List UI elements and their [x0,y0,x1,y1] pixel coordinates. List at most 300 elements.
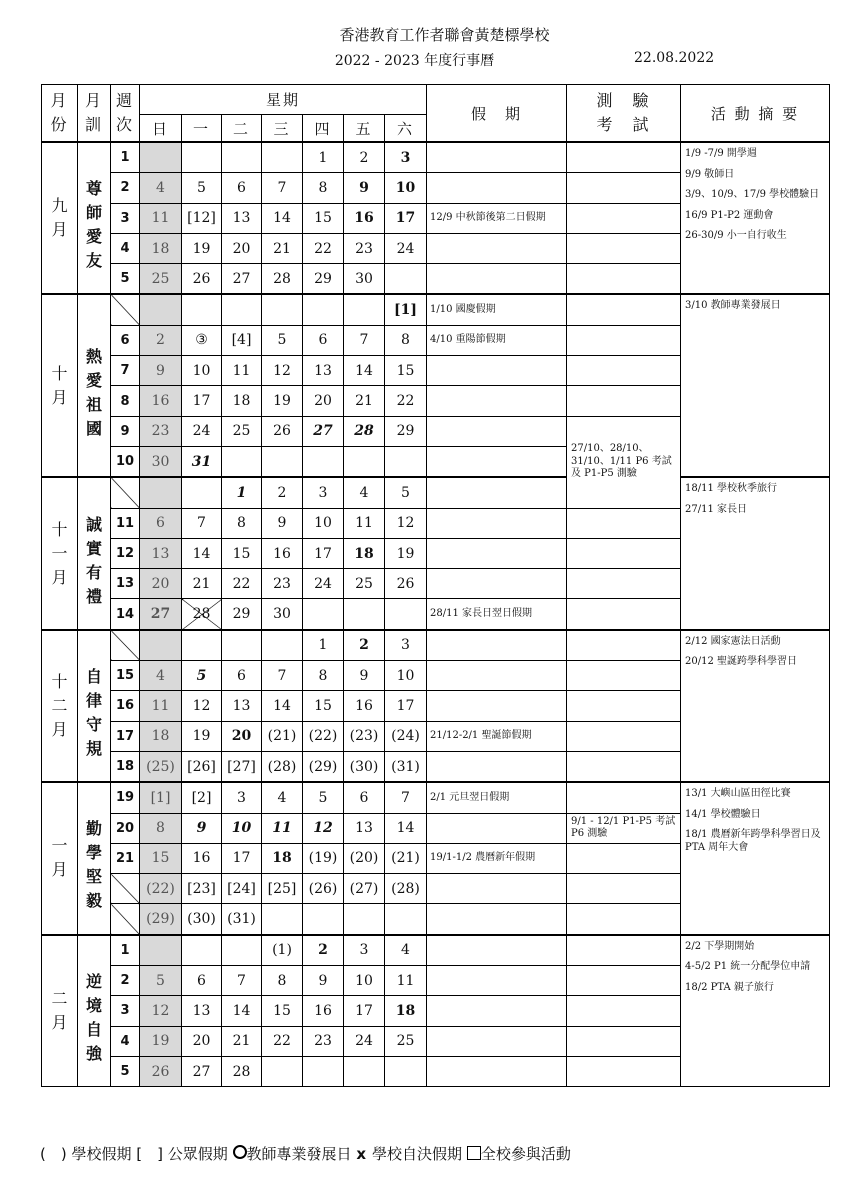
weekday-4: 四 [303,115,344,143]
week-number: 11 [111,508,140,538]
weekday-header: 星期 [140,85,427,115]
day-cell: 9 [344,661,385,691]
day-cell: 13 [140,538,182,568]
day-cell: 25 [344,569,385,599]
legend [40,1143,571,1164]
day-cell [262,294,303,325]
week-number: 17 [111,721,140,751]
activity-summary [681,630,830,782]
exam-note [567,356,681,386]
day-cell: 15 [303,203,344,233]
weekday-3: 三 [262,115,303,143]
day-cell: 2 [344,142,385,173]
weekday-6: 六 [385,115,427,143]
week-number: 18 [111,751,140,782]
circle-icon [233,1145,247,1159]
motto-header: 月 訓 [78,85,111,143]
day-cell: 7 [344,325,385,355]
day-cell: 14 [385,813,427,843]
day-cell: 8 [385,325,427,355]
day-cell: 14 [262,691,303,721]
day-cell: 20 [182,1026,222,1056]
week-row [42,935,830,966]
legend-public-holiday: [ ] 公眾假期 [136,1145,228,1163]
day-cell [262,904,303,935]
weekday-2: 二 [222,115,262,143]
day-cell: 21 [222,1026,262,1056]
day-cell: 2 [344,630,385,661]
square-icon [467,1146,481,1160]
day-cell: 13 [182,996,222,1026]
day-cell: 15 [303,691,344,721]
day-cell [344,904,385,935]
holiday-note [427,508,567,538]
activity-item: 2/12 國家憲法日活動 [685,635,781,647]
day-cell [140,630,182,661]
day-cell: 27 [303,416,344,446]
day-cell [140,477,182,508]
day-cell: 10 [385,173,427,203]
exam-note: 27/10、28/10、31/10、1/11 P6 考試 及 P1-P5 測驗 [567,416,681,508]
day-cell: 16 [262,538,303,568]
day-cell: 3 [222,782,262,813]
day-cell: 28 [222,1056,262,1086]
activity-summary [681,477,830,629]
holiday-header: 假 期 [427,85,567,143]
day-cell: 16 [140,386,182,416]
holiday-note: 12/9 中秋節後第二日假期 [427,203,567,233]
exam-note [567,996,681,1026]
day-cell: 23 [262,569,303,599]
exam-note [567,904,681,935]
day-cell: (1) [262,935,303,966]
day-cell: 16 [344,203,385,233]
day-cell: 4 [385,935,427,966]
activity-item: 18/11 學校秋季旅行 [685,483,777,495]
day-cell [182,477,222,508]
day-cell: [25] [262,874,303,904]
day-cell [182,630,222,661]
day-cell: 8 [303,661,344,691]
legend-staff-development: 教師專業發展日 [246,1145,352,1163]
day-cell: (21) [262,721,303,751]
day-cell: 25 [222,416,262,446]
activity-item: 2/2 下學期開始 [685,940,755,952]
activity-header: 活 動 摘 要 [681,85,830,143]
weekday-0: 日 [140,115,182,143]
day-cell: 9 [303,966,344,996]
day-cell: 20 [222,233,262,263]
holiday-note [427,1056,567,1086]
day-cell: 12 [262,356,303,386]
activity-summary [681,935,830,1087]
holiday-note [427,233,567,263]
day-cell: 13 [222,203,262,233]
day-cell: 17 [344,996,385,1026]
week-row [42,477,830,508]
day-cell: 5 [303,782,344,813]
week-number: 1 [111,142,140,173]
day-cell: (28) [385,874,427,904]
day-cell: 21 [344,386,385,416]
day-cell: 2 [140,325,182,355]
week-header: 週 次 [111,85,140,143]
month-motto: 尊 師 愛 友 [78,142,111,294]
week-number: 8 [111,386,140,416]
activity-item: 1/9 -7/9 開學週 [685,148,757,159]
day-cell: 1 [303,630,344,661]
day-cell: 11 [344,508,385,538]
day-cell [385,599,427,630]
day-cell: 14 [222,996,262,1026]
day-cell: 12 [182,691,222,721]
legend-whole-school: 全校參與活動 [480,1145,571,1163]
day-cell: 18 [344,538,385,568]
day-cell [344,1056,385,1086]
holiday-note [427,904,567,935]
day-cell: 19 [182,233,222,263]
day-cell: 31 [182,446,222,477]
day-cell: 26 [140,1056,182,1086]
week-number: 10 [111,446,140,477]
exam-note [567,294,681,325]
day-cell [385,264,427,295]
activity-item: 27/11 家長日 [685,503,747,515]
day-cell: (30) [182,904,222,935]
exam-note [567,661,681,691]
day-cell: 16 [303,996,344,1026]
holiday-note [427,538,567,568]
day-cell: 8 [140,813,182,843]
activity-item: 14/1 學校體驗日 [685,808,761,820]
day-cell: 11 [262,813,303,843]
day-cell: 24 [385,233,427,263]
month-motto: 誠 實 有 禮 [78,477,111,629]
day-cell: (21) [385,843,427,873]
day-cell [222,630,262,661]
day-cell: 7 [262,173,303,203]
exam-note [567,691,681,721]
day-cell: 11 [140,691,182,721]
week-row [42,294,830,325]
day-cell: 17 [182,386,222,416]
day-cell: 19 [182,721,222,751]
day-cell [182,142,222,173]
week-number: 20 [111,813,140,843]
activity-item: 18/1 農曆新年跨學科學習日及 PTA 周年大會 [685,829,821,853]
day-cell: 6 [344,782,385,813]
exam-note [567,782,681,813]
day-cell: [23] [182,874,222,904]
day-cell: (31) [385,751,427,782]
day-cell [222,142,262,173]
day-cell: 26 [262,416,303,446]
issue-date: 22.08.2022 [634,50,715,66]
day-cell: ③ [182,325,222,355]
day-cell: [12] [182,203,222,233]
day-cell: 8 [303,173,344,203]
day-cell: 19 [385,538,427,568]
day-cell: 16 [344,691,385,721]
exam-note [567,325,681,355]
day-cell [222,446,262,477]
day-cell: 3 [344,935,385,966]
day-cell [303,1056,344,1086]
exam-note [567,386,681,416]
activity-summary [681,142,830,294]
day-cell: 2 [303,935,344,966]
holiday-note [427,446,567,477]
day-cell: 23 [140,416,182,446]
day-cell: (24) [385,721,427,751]
day-cell: 7 [262,661,303,691]
week-number: 16 [111,691,140,721]
exam-note [567,630,681,661]
day-cell: 14 [344,356,385,386]
holiday-note [427,173,567,203]
day-cell [262,142,303,173]
day-cell: (28) [262,751,303,782]
day-cell: 7 [385,782,427,813]
week-number: 3 [111,203,140,233]
day-cell [344,599,385,630]
day-cell: 10 [385,661,427,691]
day-cell: [27] [222,751,262,782]
week-number: 5 [111,264,140,295]
week-number: 7 [111,356,140,386]
day-cell: 13 [303,356,344,386]
day-cell [140,294,182,325]
week-row [42,142,830,173]
day-cell: 24 [303,569,344,599]
weekday-5: 五 [344,115,385,143]
week-number: 9 [111,416,140,446]
day-cell [385,1056,427,1086]
day-cell: 22 [303,233,344,263]
week-number: 14 [111,599,140,630]
week-row [42,630,830,661]
day-cell: 10 [182,356,222,386]
activity-summary [681,782,830,934]
day-cell: [2] [182,782,222,813]
day-cell: 29 [385,416,427,446]
day-cell: (31) [222,904,262,935]
exam-note [567,1056,681,1086]
holiday-note [427,661,567,691]
day-cell: 9 [262,508,303,538]
month-name: 二 月 [42,935,78,1087]
exam-note [567,173,681,203]
week-number: 2 [111,173,140,203]
day-cell [140,142,182,173]
day-cell: 11 [222,356,262,386]
exam-note [567,538,681,568]
day-cell: 25 [385,1026,427,1056]
day-cell: 11 [140,203,182,233]
exam-note [567,599,681,630]
holiday-note [427,356,567,386]
holiday-note [427,935,567,966]
day-cell: 14 [182,538,222,568]
day-cell: 9 [140,356,182,386]
holiday-note: 21/12-2/1 聖誕節假期 [427,721,567,751]
day-cell: 6 [182,966,222,996]
holiday-note [427,416,567,446]
exam-note [567,569,681,599]
week-number: 2 [111,966,140,996]
day-cell: 13 [222,691,262,721]
day-cell: 3 [385,630,427,661]
week-number: 19 [111,782,140,813]
day-cell [385,904,427,935]
day-cell: 8 [222,508,262,538]
day-cell: 18 [222,386,262,416]
exam-note [567,233,681,263]
holiday-note [427,264,567,295]
day-cell: 5 [140,966,182,996]
day-cell: 11 [385,966,427,996]
month-header: 月 份 [42,85,78,143]
exam-note [567,203,681,233]
holiday-note [427,966,567,996]
day-cell: 27 [182,1056,222,1086]
day-cell: 16 [182,843,222,873]
day-cell: 10 [222,813,262,843]
day-cell: 28 [182,599,222,630]
month-name: 十 月 [42,294,78,477]
activity-item: 3/9、10/9、17/9 學校體驗日 [685,189,820,200]
exam-note [567,874,681,904]
day-cell: (19) [303,843,344,873]
activity-item: 18/2 PTA 親子旅行 [685,981,774,993]
day-cell: 2 [262,477,303,508]
day-cell [344,446,385,477]
day-cell: 28 [262,264,303,295]
day-cell: (20) [344,843,385,873]
exam-note [567,721,681,751]
day-cell: 23 [303,1026,344,1056]
day-cell [344,294,385,325]
exam-note [567,966,681,996]
activity-item: 20/12 聖誕跨學科學習日 [685,656,797,668]
day-cell: 18 [385,996,427,1026]
day-cell: 22 [262,1026,303,1056]
day-cell: 1 [222,477,262,508]
month-name: 十 一 月 [42,477,78,629]
day-cell: [26] [182,751,222,782]
day-cell: 12 [303,813,344,843]
day-cell: 26 [385,569,427,599]
day-cell: 17 [385,203,427,233]
month-motto: 自 律 守 規 [78,630,111,782]
activity-item: 4-5/2 P1 統一分配學位申請 [685,961,811,973]
weekday-1: 一 [182,115,222,143]
week-number: 13 [111,569,140,599]
day-cell: 30 [344,264,385,295]
day-cell: 25 [140,264,182,295]
day-cell: 17 [303,538,344,568]
exam-note [567,935,681,966]
calendar-title: 2022 - 2023 年度行事曆 [334,53,495,69]
day-cell: 5 [182,661,222,691]
day-cell: 20 [303,386,344,416]
exam-note [567,264,681,295]
day-cell: 15 [262,996,303,1026]
day-cell: 24 [182,416,222,446]
day-cell: 26 [182,264,222,295]
day-cell: 8 [262,966,303,996]
day-cell [140,935,182,966]
day-cell: 12 [385,508,427,538]
week-number [111,904,140,935]
day-cell: 1 [303,142,344,173]
day-cell: [1] [140,782,182,813]
day-cell: 29 [303,264,344,295]
week-number: 4 [111,1026,140,1056]
week-number: 21 [111,843,140,873]
holiday-note [427,142,567,173]
school-name: 香港教育工作者聯會黃楚標學校 [339,26,550,44]
day-cell: (29) [303,751,344,782]
day-cell: 9 [344,173,385,203]
week-number: 3 [111,996,140,1026]
day-cell: 4 [344,477,385,508]
day-cell: 15 [385,356,427,386]
week-number [111,294,140,325]
holiday-note [427,630,567,661]
day-cell: 12 [140,996,182,1026]
day-cell: 21 [262,233,303,263]
exam-note [567,142,681,173]
day-cell: 20 [140,569,182,599]
day-cell: 15 [222,538,262,568]
day-cell [222,294,262,325]
week-number: 12 [111,538,140,568]
day-cell: 3 [385,142,427,173]
day-cell: (23) [344,721,385,751]
holiday-note [427,691,567,721]
holiday-note [427,874,567,904]
day-cell: 23 [344,233,385,263]
day-cell: 10 [303,508,344,538]
day-cell: 9 [182,813,222,843]
day-cell: 6 [222,173,262,203]
day-cell: 10 [344,966,385,996]
month-motto: 逆 境 自 強 [78,935,111,1087]
holiday-note [427,813,567,843]
month-motto: 勤 學 堅 毅 [78,782,111,934]
x-mark-icon: x [356,1145,367,1163]
week-number [111,477,140,508]
holiday-note [427,996,567,1026]
holiday-note [427,569,567,599]
day-cell: 5 [262,325,303,355]
day-cell: (27) [344,874,385,904]
holiday-note: 19/1-1/2 農曆新年假期 [427,843,567,873]
week-number: 1 [111,935,140,966]
week-number: 15 [111,661,140,691]
day-cell: 6 [303,325,344,355]
day-cell [182,294,222,325]
week-number [111,874,140,904]
day-cell: 3 [303,477,344,508]
day-cell: 21 [182,569,222,599]
day-cell: 14 [262,203,303,233]
day-cell [262,446,303,477]
day-cell [303,446,344,477]
day-cell: 17 [222,843,262,873]
holiday-note: 1/10 國慶假期 [427,294,567,325]
